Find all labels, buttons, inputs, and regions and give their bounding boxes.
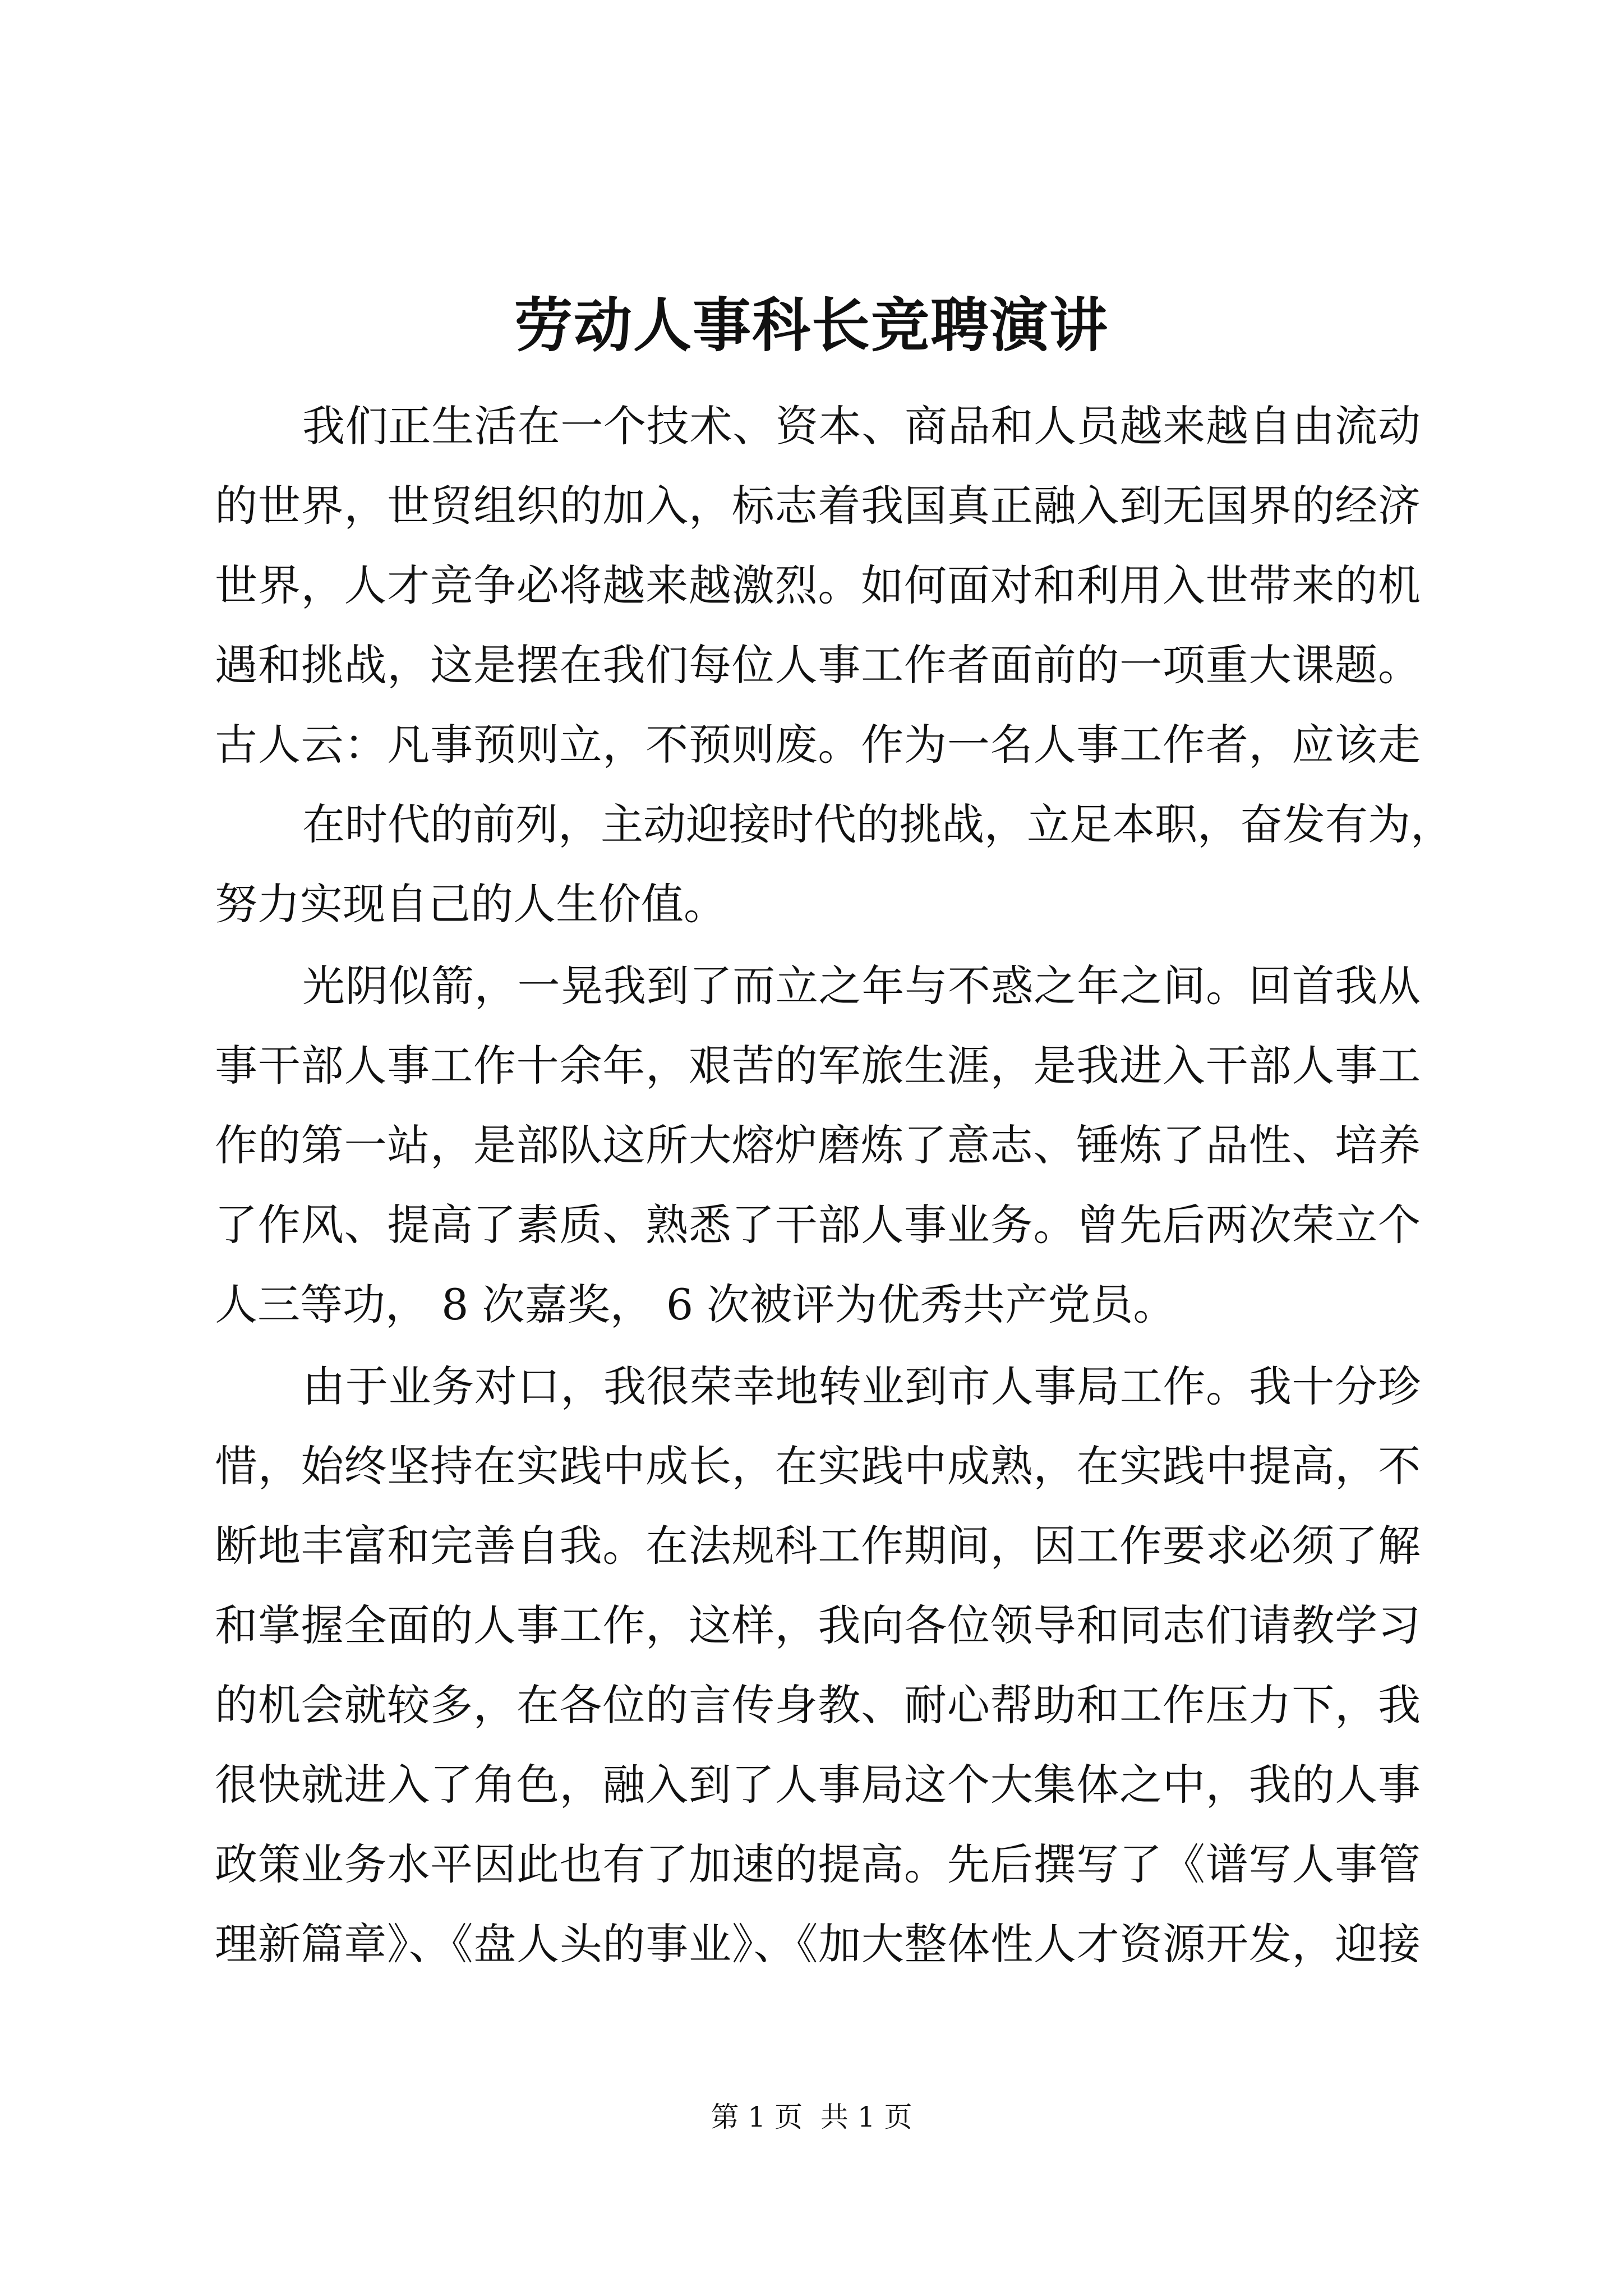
paragraph-line: 的机会就较多，在各位的言传身教、耐心帮助和工作压力下，我 — [215, 1680, 1421, 1730]
paragraph-line: 和掌握全面的人事工作，这样，我向各位领导和同志们请教学习 — [215, 1600, 1421, 1650]
paragraph-line: 人三等功， 8 次嘉奖， 6 次被评为优秀共产党员。 — [215, 1280, 1176, 1329]
paragraph-line: 世界，人才竞争必将越来越激烈。如何面对和利用入世带来的机 — [215, 560, 1421, 610]
paragraph-line: 了作风、提高了素质、熟悉了干部人事业务。曾先后两次荣立个 — [215, 1200, 1421, 1250]
paragraph-line: 我们正生活在一个技术、资本、商品和人员越来越自由流动 — [302, 401, 1421, 451]
paragraph-line: 的世界，世贸组织的加入，标志着我国真正融入到无国界的经济 — [215, 481, 1421, 531]
paragraph-line: 断地丰富和完善自我。在法规科工作期间，因工作要求必须了解 — [215, 1521, 1421, 1571]
paragraph-line: 努力实现自己的人生价值。 — [215, 879, 726, 929]
document-title: 劳动人事科长竞聘演讲 — [514, 291, 1109, 360]
paragraph-line: 很快就进入了角色，融入到了人事局这个大集体之中，我的人事 — [215, 1760, 1421, 1810]
document-body — [215, 386, 1453, 1984]
paragraph-line: 在时代的前列，主动迎接时代的挑战，立足本职，奋发有为， — [302, 799, 1453, 849]
paragraph-line: 事干部人事工作十余年，艰苦的军旅生涯，是我进入干部人事工 — [215, 1041, 1421, 1091]
paragraph-line: 古人云：凡事预则立，不预则废。作为一名人事工作者，应该走 — [215, 720, 1421, 770]
paragraph-line: 遇和挑战，这是摆在我们每位人事工作者面前的一项重大课题。 — [215, 640, 1421, 690]
paragraph-line: 惜，始终坚持在实践中成长，在实践中成熟，在实践中提高，不 — [215, 1441, 1421, 1491]
page-footer — [0, 2099, 1623, 2135]
page-number: 第 1 页 共 1 页 — [711, 2101, 912, 2133]
paragraph-line: 政策业务水平因此也有了加速的提高。先后撰写了《谱写人事管 — [215, 1839, 1421, 1889]
paragraph-line: 由于业务对口，我很荣幸地转业到市人事局工作。我十分珍 — [302, 1361, 1421, 1411]
paragraph-line: 理新篇章》、《盘人头的事业》、《加大整体性人才资源开发，迎接 — [215, 1919, 1421, 1969]
paragraph-line: 作的第一站，是部队这所大熔炉磨炼了意志、锤炼了品性、培养 — [215, 1120, 1421, 1170]
paragraph-line: 光阴似箭，一晃我到了而立之年与不惑之年之间。回首我从 — [302, 961, 1421, 1011]
